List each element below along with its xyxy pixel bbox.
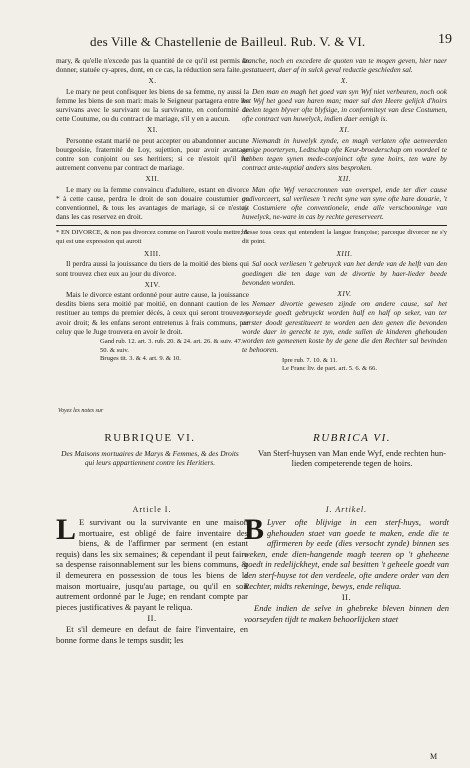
article-paragraph: Et s'il demeure en defaut de faire l'inventaire, en bonne forme dans le temps susdit; les bbox=[56, 624, 248, 645]
drop-cap: B bbox=[244, 513, 265, 546]
french-column-lower bbox=[56, 505, 248, 646]
section-number: X. bbox=[148, 76, 157, 86]
rubric-title: RUBRICA VI. bbox=[312, 432, 391, 444]
section-number: XII. bbox=[145, 174, 160, 184]
footnote: blesse tous ceux qui entendent la langue françoise; parceque divorcer ne s'y dit point. bbox=[242, 229, 447, 245]
catchword: M bbox=[430, 752, 438, 761]
section-number: XIII. bbox=[144, 249, 161, 259]
paragraph: Niemandt in huwelyk zynde, en magh verlaten ofte aenveerden eenige poorteryen, Ledtschap ofte Keur-broederschap om voordeel te hebben tegen synen mede-conjoinct ofte syne hoirs, ten ware by contract ante-nuptial anders sins besproken. bbox=[242, 135, 447, 173]
paragraph: kranche, noch en excedere de quoten van te mogen geven, hier naer gestatueert, daer af in sulck geval reductie geschieden sal. bbox=[242, 56, 447, 75]
section-number: XIV. bbox=[337, 289, 352, 299]
paragraph: Man ofte Wyf veraccronnen van overspel, ende ter dier cause gedivorceert, sal verliesen 't recht syne van syne ofte hare douarie, 't zy Costumiere ofte conventionele, ende alle verschooninge van huwelyck, ne-ware in cas by rechte gereserveert. bbox=[242, 184, 447, 222]
rubric-heading-french bbox=[56, 432, 244, 467]
rubric-title: RUBRIQUE VI. bbox=[104, 432, 196, 444]
drop-cap: L bbox=[56, 513, 77, 546]
article-text: E survivant ou la survivante en une maison mortuaire, est obligé de faire inventaire des biens, & de l'affirmer par serment (en estant requis) dans les six semaines; & cependant il peut faire sa despense raisonnablement sur les biens communs, & il demeurera en possession de tous les biens de la maison mortuaire, jusqu'au partage, ou qu'il en soit autrement ordonné par le Juge; en rendant compte par pieces justificatives & payant le reliqua. bbox=[56, 517, 248, 612]
paragraph: Le mary ne peut confisquer les biens de sa femme, ny aussi la femme les biens de son mari: mais le Seigneur partagera entre les survivans avec le survivant ou la survivante, en conformité de cette Coutume, ou du contract de mariage, s'il y en a aucun. bbox=[56, 86, 249, 124]
footnote: * EN DIVORCE, & non pas divorcez comme on l'auroit voulu mettre; & qui est une expression qui auroit bbox=[56, 229, 249, 245]
flemish-column-lower bbox=[244, 505, 449, 624]
cross-references bbox=[56, 338, 249, 364]
paragraph: Nemaer divortie gewesen zijnde om andere cause, sal het voorseyde goedt gebruyckt worden half en half op seker, van ter eerster doodt gerestitueert te worden aen den genen die bevonden worde daer in gerecht te zyn, ende sullen de kinderen ghehouden worden ten gemeenen koste by de gene die den Rechter sal bevinden te behooren. bbox=[242, 299, 447, 355]
rubric-subtitle: Van Sterf-huysen van Man ende Wyf, ende rechten hun-lieden competerende tegen de hoirs. bbox=[258, 449, 446, 468]
section-number: XI. bbox=[146, 125, 159, 135]
article-title: Article I. bbox=[132, 505, 172, 514]
article-paragraph bbox=[56, 513, 248, 612]
rubric-heading-flemish bbox=[252, 432, 452, 469]
article-paragraph bbox=[244, 513, 449, 591]
section-number: II. bbox=[147, 613, 157, 624]
paragraph: Il perdra aussi la jouissance du tiers de la moitié des biens qui sont trouvez chez eux au jour du divorce. bbox=[56, 259, 249, 278]
paragraph: Mais le divorce estant ordonné pour autre cause, la jouissance desdits biens sera moitié par moitié, en donnant caution de les restituer au temps du premier décés, à ceux qui seront trouvez y avoir droit; & les enfans seront entretenus à frais communs, par celuy que le Juge trouvera en avoir le droit. bbox=[56, 290, 249, 336]
rubric-subtitle: Des Maisons mortuaires de Marys & Femmes, & des Droits qui leurs appartiennent contre les Heritiers. bbox=[61, 449, 239, 468]
footnote-rule bbox=[56, 225, 249, 226]
running-title: des Ville & Chastellenie de Bailleul. Rub. V. & VI. bbox=[90, 34, 366, 49]
paragraph: Sal oock verliesen 't gebruyck van het derde van de helft van den goedingen die ten dage van de divortie by haer-lieder beede bevonden worden. bbox=[242, 259, 447, 287]
page-number: 19 bbox=[438, 32, 452, 47]
article-text: Lyver ofte blijvige in een sterf-huys, wordt ghehouden staet van goede te maken, ende die te affirmeren by eede (dies versocht zynde) binnen ses weken, ende dien-hangende magh teeren op 't gheheene goedt in redelijckheyt, ende sal besitten 't geheele goedt van den sterf-huyse tot den verdeele, ofte andere order van den Rechter, midts rekeninge, bewys, ende reliqua. bbox=[244, 517, 449, 591]
reference-line: Ipre rub. 7. 10. & 11. bbox=[282, 356, 338, 364]
paragraph: Den man en magh het goed van syn Wyf niet verbeuren, noch ook het Wyf het goed van haren man; maer sal den Heere gelijck d'hoirs deelen tegen blyver ofte blyfsige, in conformiteyt van dese Costumen, ofte contract van huwelyck, indien daer eenigh is. bbox=[242, 86, 447, 124]
section-number: X. bbox=[340, 76, 349, 86]
footnote-rule bbox=[242, 225, 447, 226]
french-column-upper bbox=[56, 56, 249, 364]
paragraph: mary, & qu'elle n'excede pas la quantité de ce qu'il est permis de donner, statuée cy-apres, dont, en ce cas, la réduction sera faite. bbox=[56, 56, 249, 75]
section-number: XIII. bbox=[336, 249, 353, 259]
section-number: XI. bbox=[339, 125, 350, 135]
section-number: XII. bbox=[337, 174, 352, 184]
cross-references bbox=[242, 357, 447, 374]
section-number: II. bbox=[341, 592, 352, 603]
references-label: Voyez les notes sur bbox=[58, 408, 104, 414]
section-number: XIV. bbox=[144, 279, 161, 289]
flemish-column-upper bbox=[242, 56, 447, 374]
reference-line: Gand rub. 12. art. 3. rub. 20. & 24. art. 26. & suiv. 47. 50. & suiv. bbox=[100, 338, 243, 354]
running-header bbox=[0, 34, 470, 56]
paragraph: Personne estant marié ne peut accepter ou abandonner aucune bourgeoisie, fraternité de Loy, sujettion, pour avoir avantage contre son conjoint ou ses heritiers; si ce n'estoit qu'il fut autrement convenu par contract de mariage. bbox=[56, 135, 249, 173]
article-title: I. Artikel. bbox=[325, 505, 368, 514]
article-paragraph: Ende indien de selve in ghebreke bleven binnen den voorseyden tijdt te maken behoorlijcken staet bbox=[244, 603, 449, 624]
reference-line: Le Franc liv. de part. art. 5. 6. & 66. bbox=[282, 365, 377, 373]
reference-line: Bruges tit. 3. & 4. art. 9. & 10. bbox=[100, 355, 181, 363]
paragraph: Le mary ou la femme convaincu d'adultere, estant en divorce * à cette cause, perdra le droit de son douaire coustumier ou conventionnel, & tous les avantages de mariage, si ce n'estoit dans les cas reservez en droit. bbox=[56, 184, 249, 222]
